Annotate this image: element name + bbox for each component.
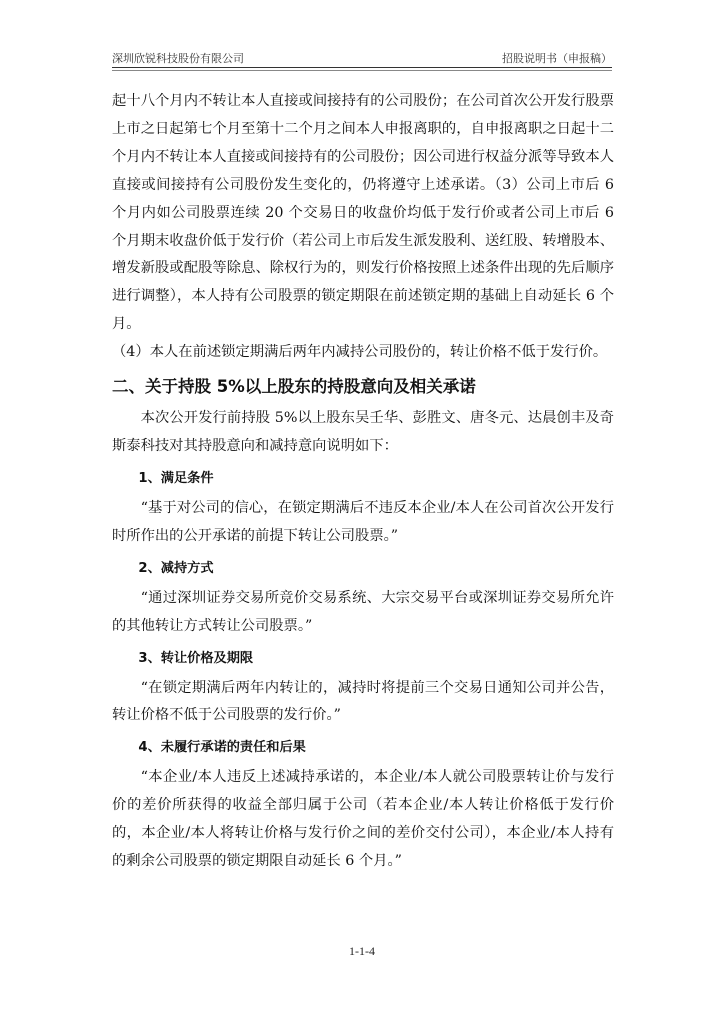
page-number: 1-1-4 (349, 944, 375, 958)
header-rule (112, 67, 612, 68)
header-company-name: 深圳欣锐科技股份有限公司 (112, 52, 244, 65)
subsection-title-method: 2、减持方式 (138, 560, 214, 576)
subsection-title-conditions: 1、满足条件 (138, 470, 214, 486)
subsection-text-price-period: “在锁定期满后两年内转让的，减持时将提前三个交易日通知公司并公告，转让价格不低于公司股票的发行价。” (112, 679, 614, 724)
page-header (112, 50, 612, 66)
subsection-title-price-period: 3、转让价格及期限 (138, 650, 254, 666)
intro-item-4: （4）本人在前述锁定期满后两年内减持公司股份的，转让价格不低于发行价。 (112, 344, 608, 361)
section-title: 二、关于持股 5%以上股东的持股意向及相关承诺 (112, 377, 476, 397)
intro-paragraph: 起十八个月内不转让本人直接或间接持有的公司股份；在公司首次公开发行股票上市之日起第七个月至第十二个月之间本人申报离职的，自申报离职之日起十二个月内不转让本人直接或间接持有的公司股份；因公司进行权益分派等导致本人直接或间接持有公司股份发生变化的，仍将遵守上述承诺。（3）公司上市后 6 个月内如公司股票连续 20 个交易日的收盘价均低于发行价或者公司上市后 6 个月期末收盘价低于发行价（若公司上市后发生派发股利、送红股、转增股本、增发新股或配股等除息、除权行为的，则发行价格按照上述条件出现的先后顺序进行调整），本人持有公司股票的锁定期限在前述锁定期的基础上自动延长 6 个月。 (112, 93, 614, 333)
header-document-type: 招股说明书（申报稿） (502, 52, 612, 65)
subsection-text-method: “通过深圳证券交易所竞价交易系统、大宗交易平台或深圳证券交易所允许的其他转让方式转让公司股票。” (112, 589, 614, 634)
subsection-title-liability: 4、未履行承诺的责任和后果 (138, 740, 306, 756)
document-body (112, 88, 614, 876)
subsection-text-conditions: “基于对公司的信心，在锁定期满后不违反本企业/本人在公司首次公开发行时所作出的公开承诺的前提下转让公司股票。” (112, 499, 614, 544)
header-rule-thin (112, 70, 612, 71)
subsection-text-liability: “本企业/本人违反上述减持承诺的，本企业/本人就公司股票转让价与发行价的差价所获得的收益全部归属于公司（若本企业/本人转让价格低于发行价的，本企业/本人将转让价格与发行价之间的差价交付公司），本企业/本人持有的剩余公司股票的锁定期限自动延长 6 个月。” (112, 769, 614, 870)
section-intro: 本次公开发行前持股 5%以上股东吴壬华、彭胜文、唐冬元、达晨创丰及奇斯泰科技对其持股意向和减持意向说明如下： (112, 410, 614, 454)
